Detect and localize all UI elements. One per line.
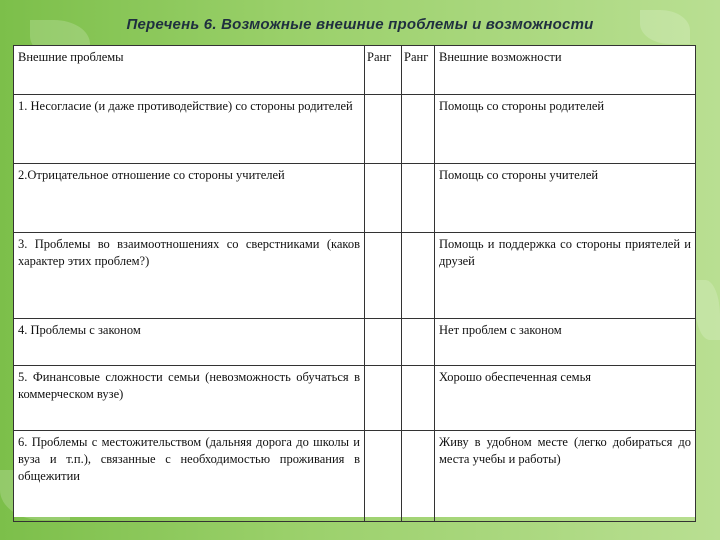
problems-opportunities-table — [13, 45, 696, 522]
rank-cell[interactable] — [365, 366, 402, 431]
rank-cell[interactable] — [402, 319, 435, 366]
rank-cell[interactable] — [402, 164, 435, 233]
problem-cell: 5. Финансовые сложности семьи (невозможность обучаться в коммерческом вузе) — [14, 366, 365, 431]
rank-cell[interactable] — [402, 95, 435, 164]
opportunity-cell: Нет проблем с законом — [435, 319, 696, 366]
rank-cell[interactable] — [365, 164, 402, 233]
opportunity-cell: Хорошо обеспеченная семья — [435, 366, 696, 431]
rank-cell[interactable] — [365, 431, 402, 522]
problem-cell: 2.Отрицательное отношение со стороны учителей — [14, 164, 365, 233]
table-header-row — [14, 46, 696, 95]
header-opportunities: Внешние возможности — [435, 46, 696, 95]
rank-cell[interactable] — [365, 319, 402, 366]
opportunity-cell: Живу в удобном месте (легко добираться до места учебы и работы) — [435, 431, 696, 522]
problem-cell: 6. Проблемы с местожительством (дальняя дорога до школы и вуза и т.п.), связанные с необходимостью проживания в общежитии — [14, 431, 365, 522]
table-row — [14, 319, 696, 366]
page-title: Перечень 6. Возможные внешние проблемы и возможности — [126, 16, 594, 33]
table-row — [14, 164, 696, 233]
rank-cell[interactable] — [402, 366, 435, 431]
rank-cell[interactable] — [402, 233, 435, 319]
header-rank-2: Ранг — [402, 46, 435, 95]
header-problems: Внешние проблемы — [14, 46, 365, 95]
table-row — [14, 233, 696, 319]
table-row — [14, 366, 696, 431]
opportunity-cell: Помощь со стороны родителей — [435, 95, 696, 164]
rank-cell[interactable] — [365, 95, 402, 164]
problem-cell: 1. Несогласие (и даже противодействие) со стороны родителей — [14, 95, 365, 164]
problem-cell: 3. Проблемы во взаимоотношениях со сверстниками (каков характер этих проблем?) — [14, 233, 365, 319]
opportunity-cell: Помощь и поддержка со стороны приятелей и друзей — [435, 233, 696, 319]
table-row — [14, 431, 696, 522]
opportunity-cell: Помощь со стороны учителей — [435, 164, 696, 233]
rank-cell[interactable] — [365, 233, 402, 319]
table-row — [14, 95, 696, 164]
header-rank-1: Ранг — [365, 46, 402, 95]
rank-cell[interactable] — [402, 431, 435, 522]
problem-cell: 4. Проблемы с законом — [14, 319, 365, 366]
